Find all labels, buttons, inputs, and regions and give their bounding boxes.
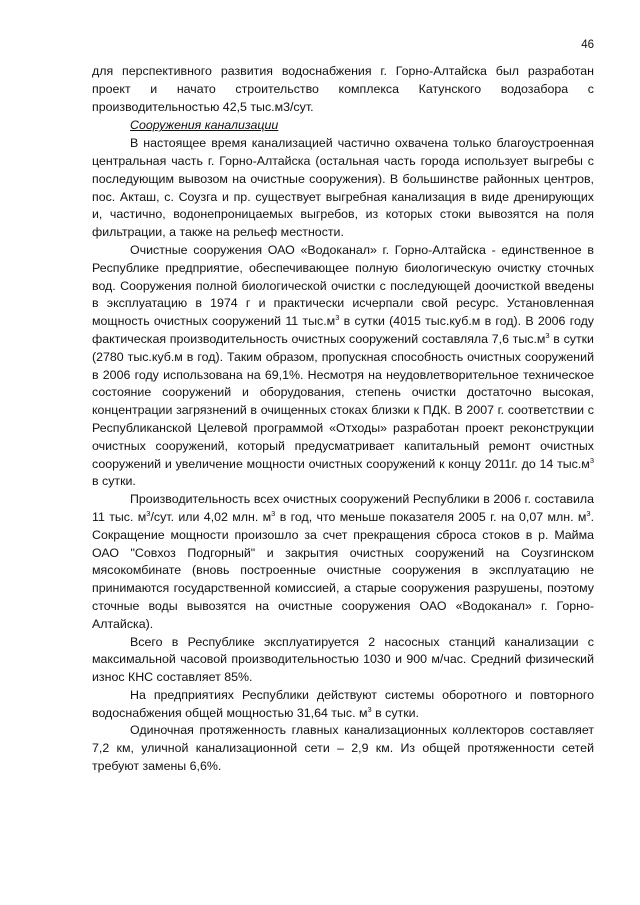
text-segment: в сутки. [371, 705, 419, 720]
paragraph-treatment-facilities [92, 242, 594, 491]
superscript: 3 [367, 704, 372, 714]
text-segment: в год, что меньше показателя 2005 г. на 0,07 млн. м [275, 509, 587, 524]
superscript: 3 [586, 508, 591, 518]
paragraph-sewerage-coverage: В настоящее время канализацией частично охвачена только благоустроенная центральная часть г. Горно-Алтайска (остальная часть города использует выгребы с последующим вывозом на очистные сооружения). В большинстве районных центров, пос. Акташ, с. Соузга и пр. существует выгребная канализация в виде дренирующих и, частично, водонепроницаемых выгребов, из которых стоки вывозятся на поля фильтрации, а также на рельеф местности. [92, 136, 594, 240]
text-segment: /сут. или 4,02 млн. м [150, 509, 272, 524]
paragraph-collectors: Одиночная протяженность главных канализационных коллекторов составляет 7,2 км, уличной канализационной сети – 2,9 км. Из общей протяженности сетей требуют замены 6,6%. [92, 723, 594, 774]
intro-paragraph: для перспективного развития водоснабжения г. Горно-Алтайска был разработан проект и начато строительство комплекса Катунского водозабора с производительностью 42,5 тыс.м3/сут. [92, 64, 594, 114]
section-heading: Сооружения канализации [130, 118, 279, 133]
text-segment: в сутки (2780 тыс.куб.м в год). Таким образом, пропускная способность очистных сооружений в 2006 году использована на 69,1%. Несмотря на неудовлетворительное техническое состояние сооружений и оборудования, степень очистки достаточно высокая, концентрации загрязнений в очищенных стоках близки к ПДК. В 2007 г. соответствии с Республиканской Целевой программой «Отходы» разработан проект реконструкции очистных сооружений, который предусматривает капитальный ремонт очистных сооружений и увеличение мощности очистных сооружений к концу 2011г. до 14 тыс.м [92, 331, 594, 471]
paragraph-productivity [92, 491, 594, 633]
superscript: 3 [271, 508, 276, 518]
paragraph-pumping-stations: Всего в Республике эксплуатируется 2 насосных станций канализации с максимальной часовой производительностью 1030 и 900 м/час. Средний физический износ КНС составляет 85%. [92, 634, 594, 685]
superscript: 3 [545, 330, 550, 340]
text-segment: Производительность всех очистных сооружений Республики в 2006 г. составила 11 тыс. м [92, 492, 594, 524]
text-segment: Очистные сооружения ОАО «Водоканал» г. Горно-Алтайска - единственное в Республике предприятие, обеспечивающее полную биологическую очистку сточных вод. Сооружения полной биологической очистки с последующей доочисткой введены в эксплуатацию в 1974 г и практически исчерпали свой ресурс. Установленная мощность очистных сооружений 11 тыс.м [92, 242, 594, 329]
page-content [92, 63, 594, 776]
text-segment: На предприятиях Республики действуют системы оборотного и повторного водоснабжения общей мощностью 31,64 тыс. м [92, 687, 594, 720]
superscript: 3 [146, 508, 151, 518]
superscript: 3 [589, 455, 594, 465]
paragraph-water-recycling [92, 687, 594, 723]
page-number: 46 [581, 39, 594, 51]
text-segment: . Сокращение мощности произошло за счет прекращения сброса стоков в р. Майма ОАО "Совхоз Подгорный" и закрытия очистных сооружений на Соузгинском мясокомбинате (вновь построенные очистные сооружения в эксплуатацию не принимаются государственной комиссией, а старые сооружения разрушены, поэтому сточные воды вывозятся на очистные сооружения ОАО «Водоканал» г. Горно-Алтайска). [92, 509, 595, 631]
text-segment: в сутки (4015 тыс.куб.м в год). В 2006 году фактическая производительность очистных сооружений составляла 7,6 тыс.м [92, 314, 595, 346]
superscript: 3 [335, 313, 340, 323]
text-segment: в сутки. [92, 474, 136, 489]
